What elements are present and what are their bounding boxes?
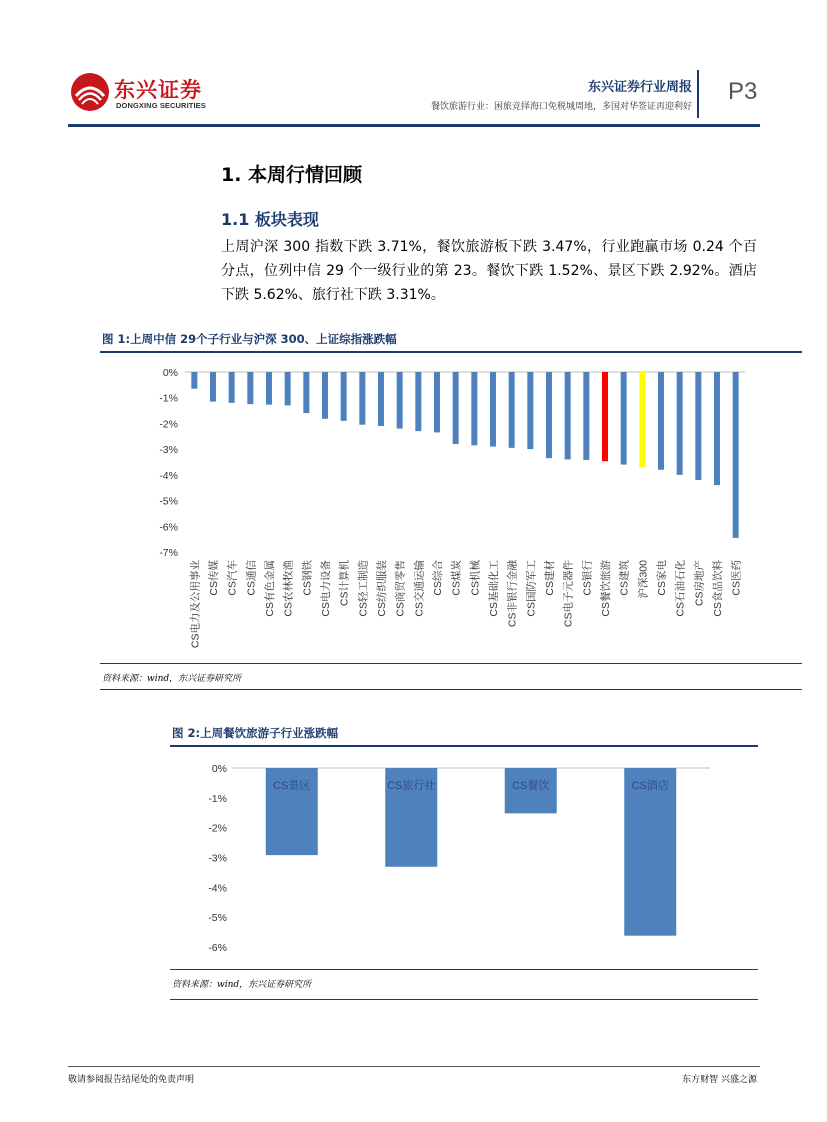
chart1-ytick: 0% [162, 367, 178, 379]
logo-text-en: DONGXING SECURITIES [116, 101, 206, 110]
chart1-bar [509, 372, 515, 448]
chart1-bar [565, 372, 571, 459]
figure1-source: 资料来源：wind，东兴证券研究所 [102, 674, 242, 684]
chart1-xtick: CS石油石化 [674, 560, 687, 617]
chart1-xtick: CS传媒 [208, 560, 220, 596]
chart1-bar [285, 372, 291, 405]
section-heading: 1. 本周行情回顾 [221, 164, 363, 186]
chart1-bar [378, 372, 384, 426]
chart1-xtick: CS煤炭 [450, 560, 463, 596]
figure1-title: 图 1:上周中信 29个子行业与沪深 300、上证综指涨跌幅 [102, 332, 397, 346]
chart1-xtick: CS建筑 [618, 560, 631, 596]
chart1-xtick: CS房地产 [693, 560, 706, 607]
chart1-bar [247, 372, 253, 404]
chart1-bar [341, 372, 347, 421]
chart1-xtick: CS食品饮料 [712, 560, 724, 617]
chart1-bar [397, 372, 403, 429]
chart2-ytick: -2% [208, 822, 227, 835]
chart1-bar [546, 372, 552, 458]
footer-rule [68, 1066, 760, 1067]
report-type: 东兴证券行业周报 [587, 80, 692, 95]
subsection-heading: 1.1 板块表现 [221, 210, 319, 229]
chart1-xtick: CS餐饮旅游 [600, 560, 612, 617]
chart1-xtick: CS通信 [245, 560, 258, 596]
figure2-source: 资料来源：wind，东兴证券研究所 [172, 980, 312, 990]
chart1-ytick: -3% [159, 444, 178, 457]
chart1-xtick: CS医药 [730, 560, 743, 596]
chart1-bar [639, 372, 645, 467]
chart1-bar [322, 372, 328, 419]
chart2-category-label: CS景区 [273, 780, 311, 792]
chart1-xtick: CS家电 [656, 560, 668, 596]
chart1-bar [453, 372, 459, 444]
chart1-xtick: CS有色金属 [264, 560, 276, 617]
chart2-ytick: 0% [211, 763, 227, 775]
figure2-title: 图 2:上周餐饮旅游子行业涨跌幅 [172, 726, 339, 740]
chart1-bar [471, 372, 477, 445]
chart1-bar [733, 372, 739, 538]
chart1-xtick: CS综合 [432, 560, 444, 596]
chart2-ytick: -1% [208, 792, 227, 805]
chart1-bar [621, 372, 627, 465]
report-subtitle: 餐饮旅游行业：困旅竞择海口免税城周地，多国对华签证再迎利好 [430, 102, 692, 112]
chart1-xtick: CS国防军工 [525, 560, 538, 617]
footer-slogan: 东方财智 兴盛之源 [682, 1075, 757, 1085]
chart1-ytick: -1% [159, 392, 178, 405]
chart1-bar [210, 372, 216, 402]
chart1-bar [527, 372, 533, 449]
chart1-xtick: CS非银行金融 [506, 560, 519, 628]
chart1-xtick: CS汽车 [226, 560, 239, 596]
chart1-xtick: CS钢铁 [301, 560, 314, 596]
chart1-xtick: 沪深300 [637, 560, 650, 599]
chart1-ytick: -6% [159, 521, 178, 534]
chart1-ytick: -2% [159, 418, 178, 431]
chart1-bar [602, 372, 608, 461]
chart1-bar [490, 372, 496, 447]
chart2-ytick: -4% [208, 882, 227, 895]
chart1-bar [415, 372, 421, 431]
chart2-ytick: -3% [208, 852, 227, 865]
chart1-xtick: CS轻工制造 [357, 560, 370, 617]
chart2-bar [624, 768, 676, 936]
chart1-xtick: CS农林牧渔 [282, 560, 295, 617]
logo-text-cn: 东兴证券 [114, 78, 202, 102]
footer-disclaimer: 敬请参阅报告结尾处的免责声明 [68, 1075, 195, 1085]
chart1-xtick: CS电子元器件 [562, 560, 575, 628]
chart1-xtick: CS基础化工 [488, 560, 500, 617]
chart1-xtick: CS商贸零售 [394, 560, 407, 617]
chart1-bar [359, 372, 365, 425]
page-number: P3 [728, 78, 758, 105]
chart2-category-label: CS酒店 [631, 780, 669, 792]
chart1-bar [677, 372, 683, 475]
chart1-bar [695, 372, 701, 480]
chart1-xtick: CS机械 [469, 560, 482, 596]
chart1-bar [266, 372, 272, 405]
chart1-xtick: CS建材 [544, 560, 556, 596]
chart2-ytick: -6% [208, 942, 227, 954]
chart1-bar [658, 372, 664, 470]
chart1-xtick: CS银行 [581, 560, 594, 596]
chart2-category-label: CS餐饮 [512, 780, 550, 792]
chart1-xtick: CS交通运输 [413, 560, 426, 617]
chart1-ytick: -5% [159, 495, 178, 508]
chart1-xtick: CS计算机 [338, 560, 351, 607]
chart1-bar [303, 372, 309, 413]
chart2-category-label: CS旅行社 [387, 780, 436, 792]
body-paragraph: 上周沪深 300 指数下跌 3.71%，餐饮旅游板下跌 3.47%，行业跑赢市场 0.24 个百分点，位列中信 29 个一级行业的第 23。餐饮下跌 1.52%、景区下跌 2.92%。酒店下跌 5.62%、旅行社下跌 3.31%。 [221, 239, 757, 303]
chart1-bar [714, 372, 720, 485]
chart1-bar [583, 372, 589, 460]
chart2-ytick: -5% [208, 912, 227, 925]
chart1-ytick: -4% [159, 469, 178, 482]
chart1-bar [434, 372, 440, 432]
chart1-bar [229, 372, 235, 403]
chart1-xtick: CS纺织服装 [376, 560, 388, 617]
chart1-ytick: -7% [159, 547, 178, 559]
chart1-xtick: CS电力设备 [320, 560, 332, 617]
chart1-xtick: CS电力及公用事业 [189, 560, 202, 649]
chart1-bar [191, 372, 197, 389]
